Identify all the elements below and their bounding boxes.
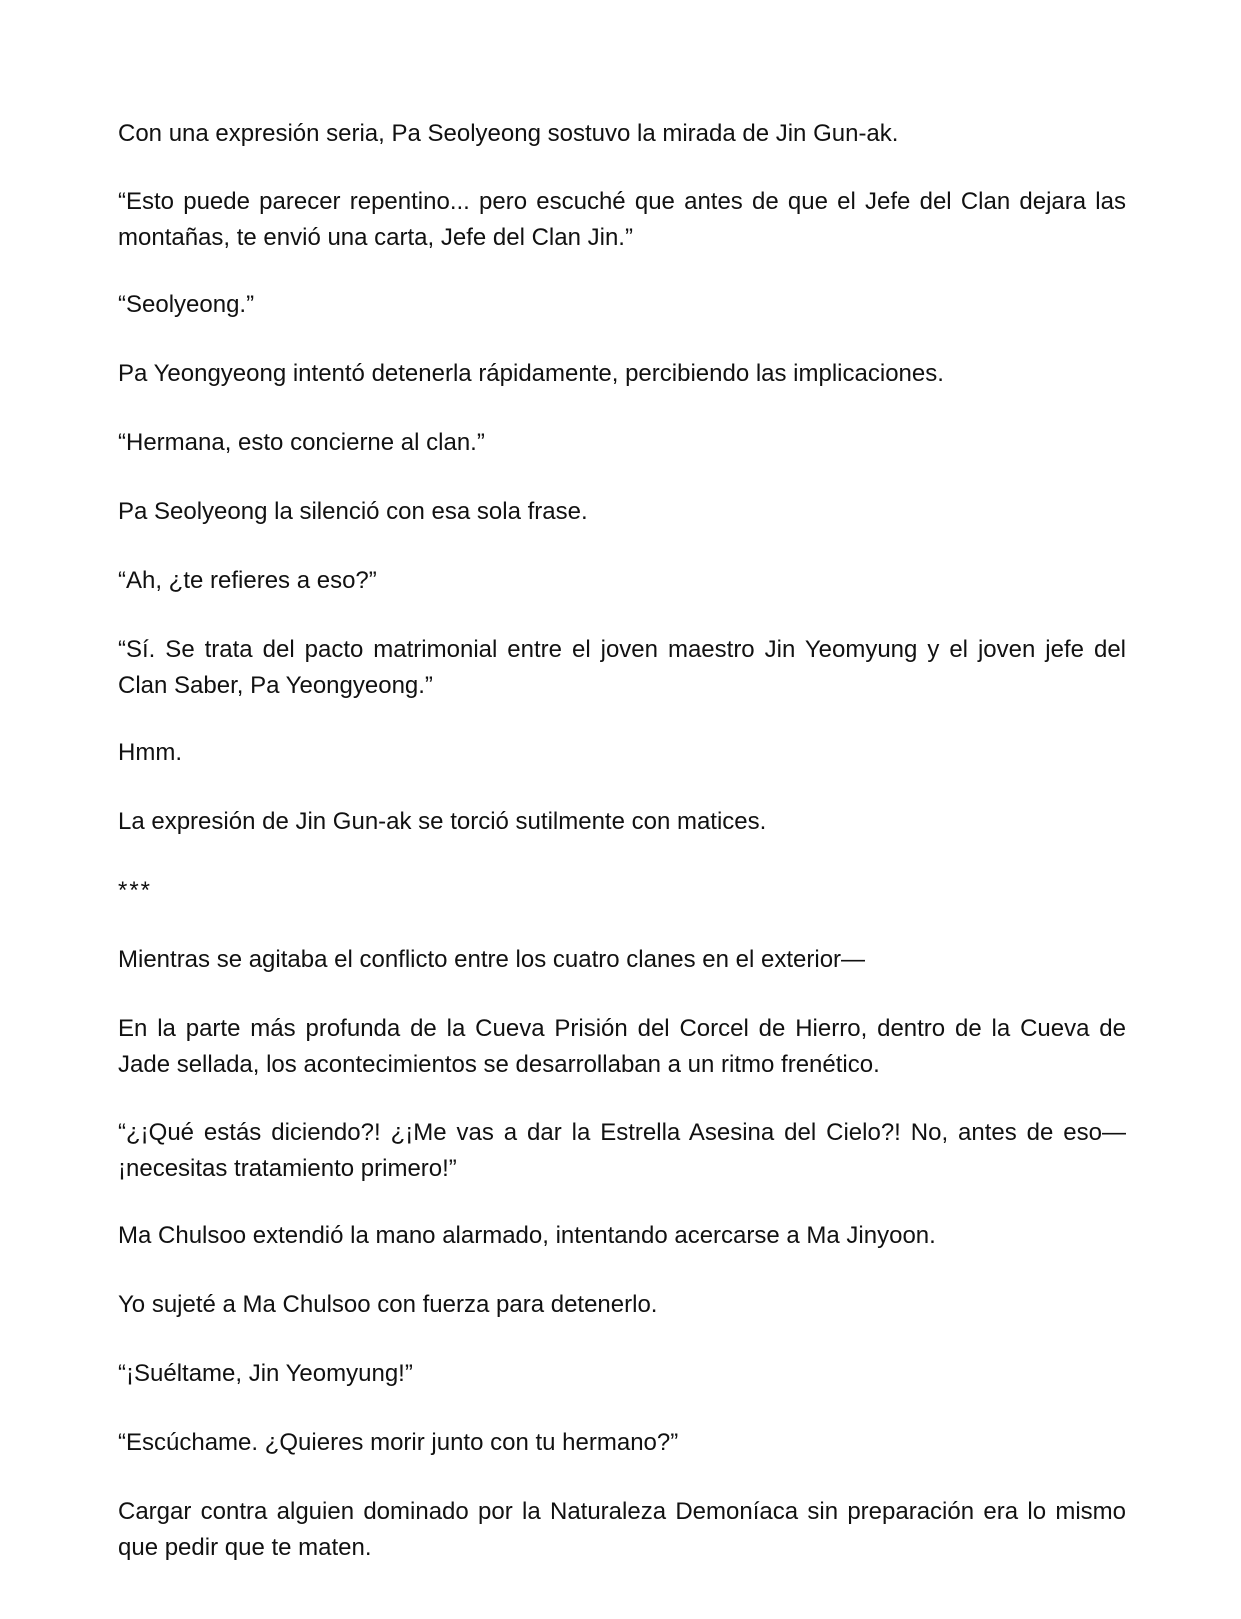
paragraph-16: “¡Suéltame, Jin Yeomyung!” — [118, 1360, 413, 1387]
paragraph-18: Cargar contra alguien dominado por la Naturaleza Demoníaca sin preparación era lo mismo que pedir que te maten. — [118, 1498, 1126, 1561]
scene-separator: *** — [118, 877, 153, 904]
paragraph-14: Ma Chulsoo extendió la mano alarmado, intentando acercarse a Ma Jinyoon. — [118, 1222, 936, 1249]
paragraph-3: “Seolyeong.” — [118, 291, 255, 318]
paragraph-7: “Ah, ¿te refieres a eso?” — [118, 567, 377, 594]
paragraph-4: Pa Yeongyeong intentó detenerla rápidamente, percibiendo las implicaciones. — [118, 360, 944, 387]
paragraph-11: Mientras se agitaba el conflicto entre los cuatro clanes en el exterior— — [118, 946, 866, 973]
paragraph-6: Pa Seolyeong la silenció con esa sola frase. — [118, 498, 588, 525]
paragraph-10: La expresión de Jin Gun-ak se torció sutilmente con matices. — [118, 808, 767, 835]
paragraph-8: “Sí. Se trata del pacto matrimonial entre el joven maestro Jin Yeomyung y el joven jefe del Clan Saber, Pa Yeongyeong.” — [118, 636, 1126, 699]
paragraph-17: “Escúchame. ¿Quieres morir junto con tu hermano?” — [118, 1429, 679, 1456]
paragraph-15: Yo sujeté a Ma Chulsoo con fuerza para detenerlo. — [118, 1291, 658, 1318]
paragraph-2: “Esto puede parecer repentino... pero escuché que antes de que el Jefe del Clan dejara las montañas, te envió una carta, Jefe del Clan Jin.” — [118, 188, 1126, 251]
paragraph-1: Con una expresión seria, Pa Seolyeong sostuvo la mirada de Jin Gun-ak. — [118, 120, 899, 147]
paragraph-9: Hmm. — [118, 739, 182, 766]
paragraph-5: “Hermana, esto concierne al clan.” — [118, 429, 485, 456]
paragraph-13: “¿¡Qué estás diciendo?! ¿¡Me vas a dar la Estrella Asesina del Cielo?! No, antes de eso—¡necesitas tratamiento primero!” — [118, 1119, 1126, 1182]
paragraph-12: En la parte más profunda de la Cueva Prisión del Corcel de Hierro, dentro de la Cueva de Jade sellada, los acontecimientos se desarrollaban a un ritmo frenético. — [118, 1015, 1126, 1078]
